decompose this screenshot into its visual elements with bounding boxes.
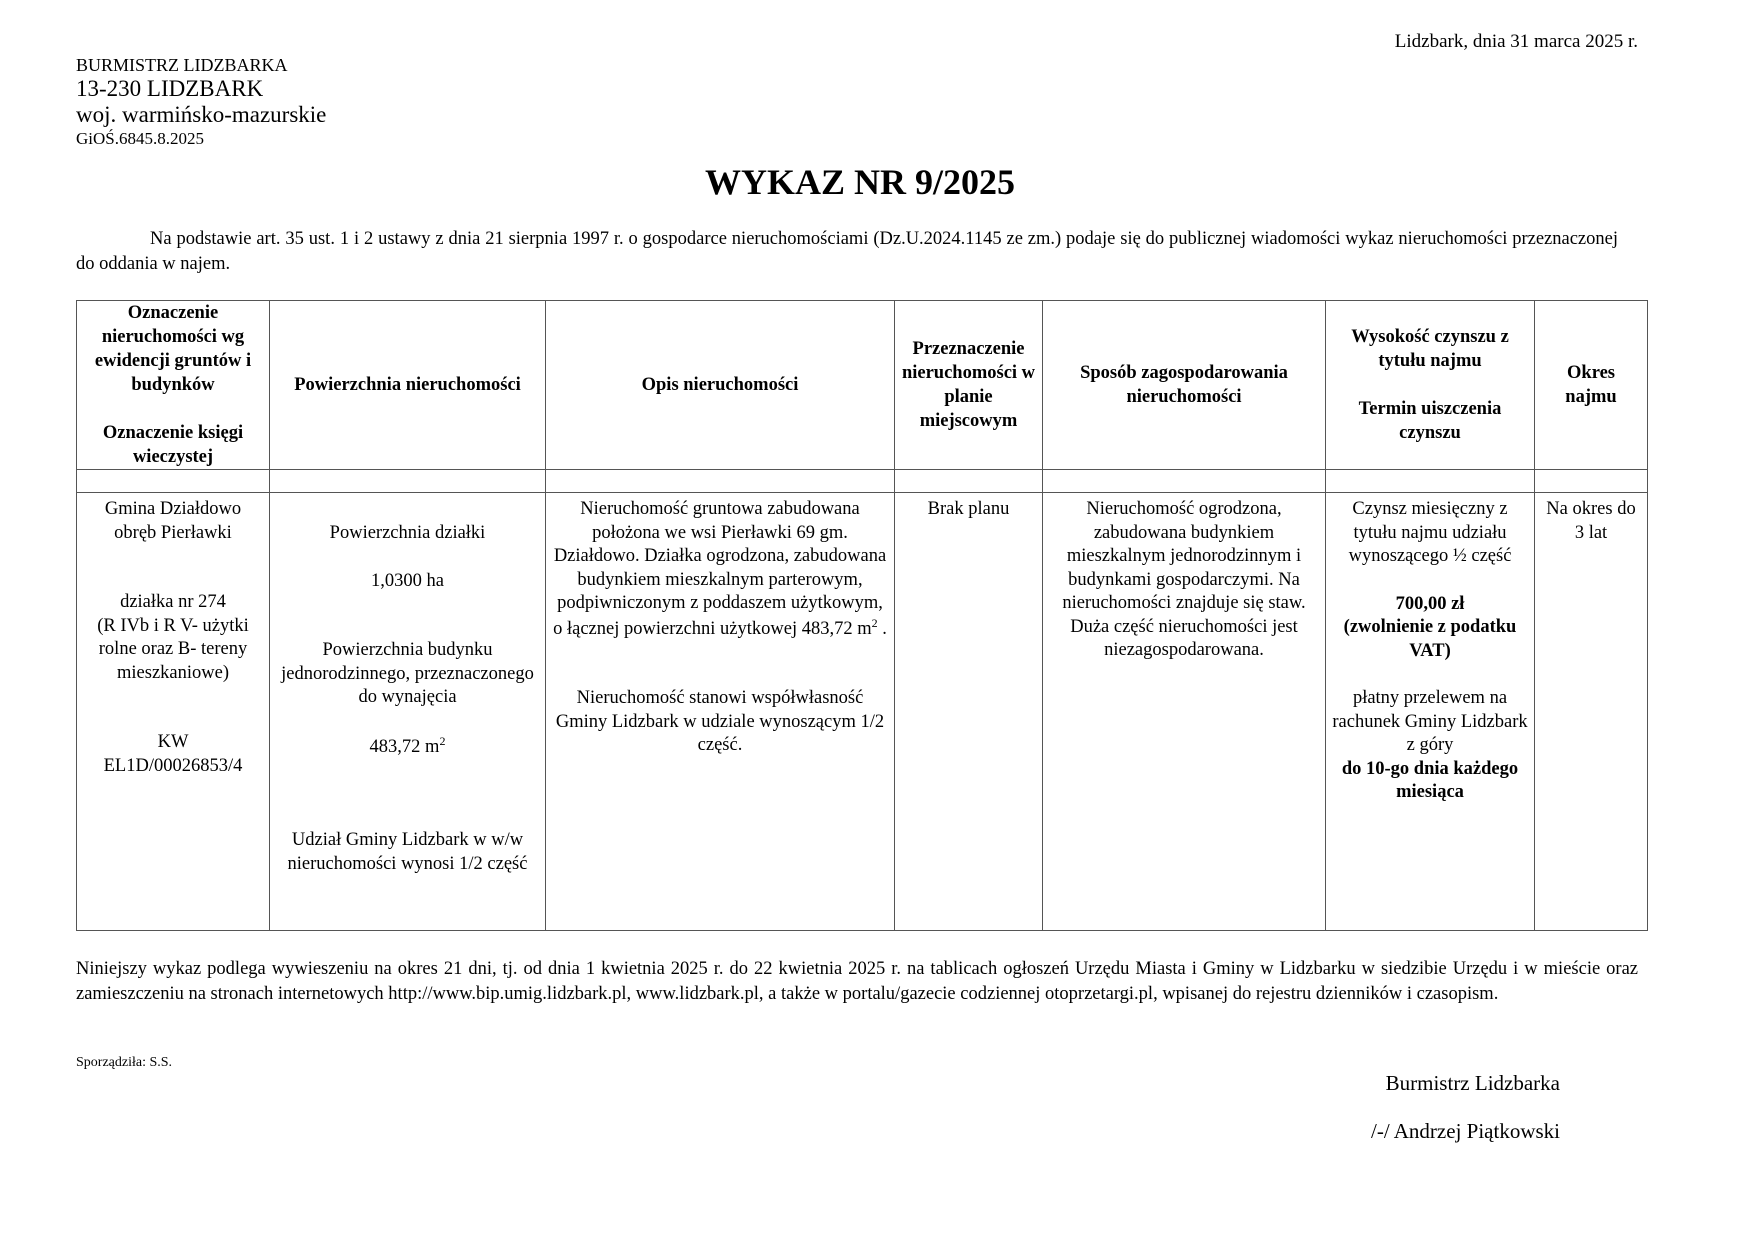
header-cell-rent: [1326, 301, 1535, 470]
rent-intro: Czynsz miesięczny z tytułu najmu udziału wynoszącego ½ część: [1348, 499, 1512, 567]
cell-zoning: Brak planu: [895, 493, 1043, 931]
property-listing-table: [76, 300, 1648, 931]
header-cell-zoning: Przeznaczenie nieruchomości w planie miejscowym: [895, 301, 1043, 470]
cell-rent: [1326, 493, 1535, 931]
land-book-number: EL1D/00026853/4: [103, 755, 243, 776]
property-description: Nieruchomość gruntowa zabudowana położona we wsi Pierławki 69 gm. Działdowo. Działka ogrodzona, zabudowana budynkiem mieszkalnym parterowym, podpiwniczonym z poddaszem użytkowym, o łącznej powierzchni użytkowej 483,72 $m^2$ .: [553, 499, 887, 639]
cell-designation: [77, 493, 270, 931]
header-cell-description: Opis nieruchomości: [546, 301, 895, 470]
header-rent-deadline: Termin uiszczenia czynszu: [1358, 399, 1502, 444]
issuer-postal: 13-230 LIDZBARK: [76, 75, 264, 101]
header-cell-land-use: Sposób zagospodarowania nieruchomości: [1043, 301, 1326, 470]
header-designation-land-book: Oznaczenie księgi wieczystej: [102, 423, 244, 468]
municipality: Gmina Działdowo: [104, 499, 242, 520]
header-cell-designation: [77, 301, 270, 470]
table-spacer-row: [77, 470, 1648, 493]
vat-note: (zwolnienie z podatku VAT): [1343, 617, 1517, 661]
building-area-label: Powierzchnia budynku jednorodzinnego, przeznaczonego do wynajęcia: [281, 640, 534, 708]
co-ownership-note: Nieruchomość stanowi współwłasność Gminy Lidzbark w udziale wynoszącym 1/2 część.: [555, 688, 885, 756]
prepared-by: Sporządziła: S.S.: [76, 1055, 173, 1070]
header-cell-lease-period: Okres najmu: [1535, 301, 1648, 470]
place-date: Lidzbark, dnia 31 marca 2025 r.: [1394, 31, 1638, 52]
building-area-value: 483,72 $m^2$: [369, 733, 446, 757]
payment-method: płatny przelewem na rachunek Gminy Lidzbark z góry: [1332, 688, 1528, 756]
issuer-office: BURMISTRZ LIDZBARKA: [76, 55, 288, 75]
table-row: [77, 493, 1648, 931]
signatory-title: Burmistrz Lidzbarka: [1385, 1071, 1560, 1095]
cell-land-use: Nieruchomość ogrodzona, zabudowana budynkiem mieszkalnym jednorodzinnym i budynkami gospodarczymi. Na nieruchomości znajduje się staw. Duża część nieruchomości jest niezagospodarowana.: [1043, 493, 1326, 931]
plot-area-value: 1,0300 ha: [371, 570, 444, 591]
land-use-classes: (R IVb i R V- użytki rolne oraz B- tereny mieszkaniowe): [97, 615, 249, 683]
intro-paragraph: Na podstawie art. 35 ust. 1 i 2 ustawy z dnia 21 sierpnia 1997 r. o gospodarce nieruchomościami (Dz.U.2024.1145 ze zm.) podaje się do publicznej wiadomości wykaz nieruchomości przeznaczonej do oddania w najem.: [76, 229, 1618, 274]
land-book-label: KW: [157, 732, 189, 753]
header-rent-amount: Wysokość czynszu z tytułu najmu: [1351, 327, 1509, 372]
issuer-header: [76, 55, 326, 148]
posting-notice: Niniejszy wykaz podlega wywieszeniu na okres 21 dni, tj. od dnia 1 kwietnia 2025 r. do 22 kwietnia 2025 r. na tablicach ogłoszeń Urzędu Miasta i Gminy w Lidzbarku w siedzibie Urzędu i w mieście oraz zamieszczeniu na stronach internetowych http://www.bip.umig.lidzbark.pl, www.lidzbark.pl, a także w portalu/gazecie codziennej otoprzetargi.pl, wpisanej do rejestru dzienników i czasopism.: [76, 959, 1638, 1004]
header-designation-registry: Oznaczenie nieruchomości wg ewidencji gruntów i budynków: [94, 303, 252, 396]
header-cell-area: Powierzchnia nieruchomości: [270, 301, 546, 470]
signature-block: [1300, 1073, 1560, 1169]
precinct: obręb Pierławki: [114, 522, 232, 543]
municipality-share: Udział Gminy Lidzbark w w/w nieruchomości wynosi 1/2 część: [287, 830, 528, 874]
cell-lease-period: Na okres do 3 lat: [1535, 493, 1648, 931]
cell-description: [546, 493, 895, 931]
issuer-region: woj. warmińsko-mazurskie: [76, 102, 327, 128]
reference-number: GiOŚ.6845.8.2025: [76, 128, 204, 148]
cell-area: [270, 493, 546, 931]
document-title: WYKAZ NR 9/2025: [704, 162, 1015, 202]
plot-area-label: Powierzchnia działki: [329, 523, 486, 544]
signatory-name: /-/ Andrzej Piątkowski: [1371, 1119, 1560, 1143]
parcel-number: działka nr 274: [120, 592, 226, 613]
payment-deadline: do 10-go dnia każdego miesiąca: [1341, 758, 1519, 803]
rent-amount: 700,00 zł: [1395, 593, 1465, 614]
table-header-row: [77, 301, 1648, 470]
